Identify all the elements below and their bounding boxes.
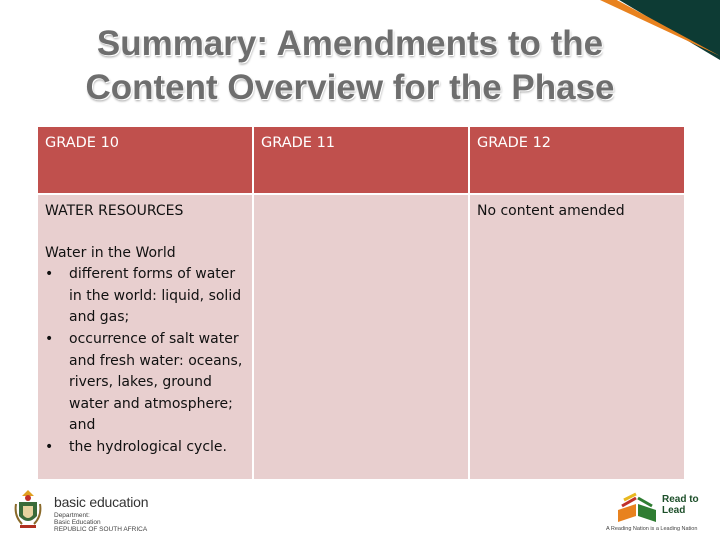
topic-heading: WATER RESOURCES	[45, 203, 184, 219]
coat-of-arms-icon	[14, 488, 42, 530]
read-to-lead-tagline: A Reading Nation is a Leading Nation	[606, 526, 698, 532]
department-text	[54, 512, 147, 533]
header-grade-11: GRADE 11	[253, 126, 469, 194]
subtopic-heading: Water in the World	[45, 244, 176, 261]
list-item: • the hydrological cycle.	[67, 437, 245, 459]
read-to-lead-logo	[606, 492, 712, 536]
header-grade-12: GRADE 12	[469, 126, 685, 194]
read-to-lead-label: Read to Lead	[662, 494, 699, 516]
book-icon	[612, 492, 662, 528]
content-table	[36, 125, 686, 481]
header-grade-10: GRADE 10	[37, 126, 253, 194]
title-line-2: Content Overview for the Phase	[85, 68, 615, 107]
list-item: • occurrence of salt water and fresh water: oceans, rivers, lakes, ground water and atmosphere; and	[67, 329, 245, 437]
dept-line-2: Basic Education	[54, 519, 101, 526]
dept-line-1: Department:	[54, 512, 90, 519]
table-header-row	[37, 126, 685, 194]
table-row	[37, 194, 685, 480]
grade-10-cell	[37, 194, 253, 480]
list-item: • different forms of water in the world: liquid, solid and gas;	[67, 264, 245, 329]
title-line-1: Summary: Amendments to the	[96, 24, 604, 63]
grade-12-cell: No content amended	[469, 194, 685, 480]
bullet-list	[45, 264, 245, 458]
slide-title	[0, 22, 700, 110]
dept-line-3: REPUBLIC OF SOUTH AFRICA	[54, 526, 148, 533]
brand-name: basic education	[54, 494, 149, 510]
basic-education-logo	[14, 488, 154, 532]
grade-11-cell	[253, 194, 469, 480]
